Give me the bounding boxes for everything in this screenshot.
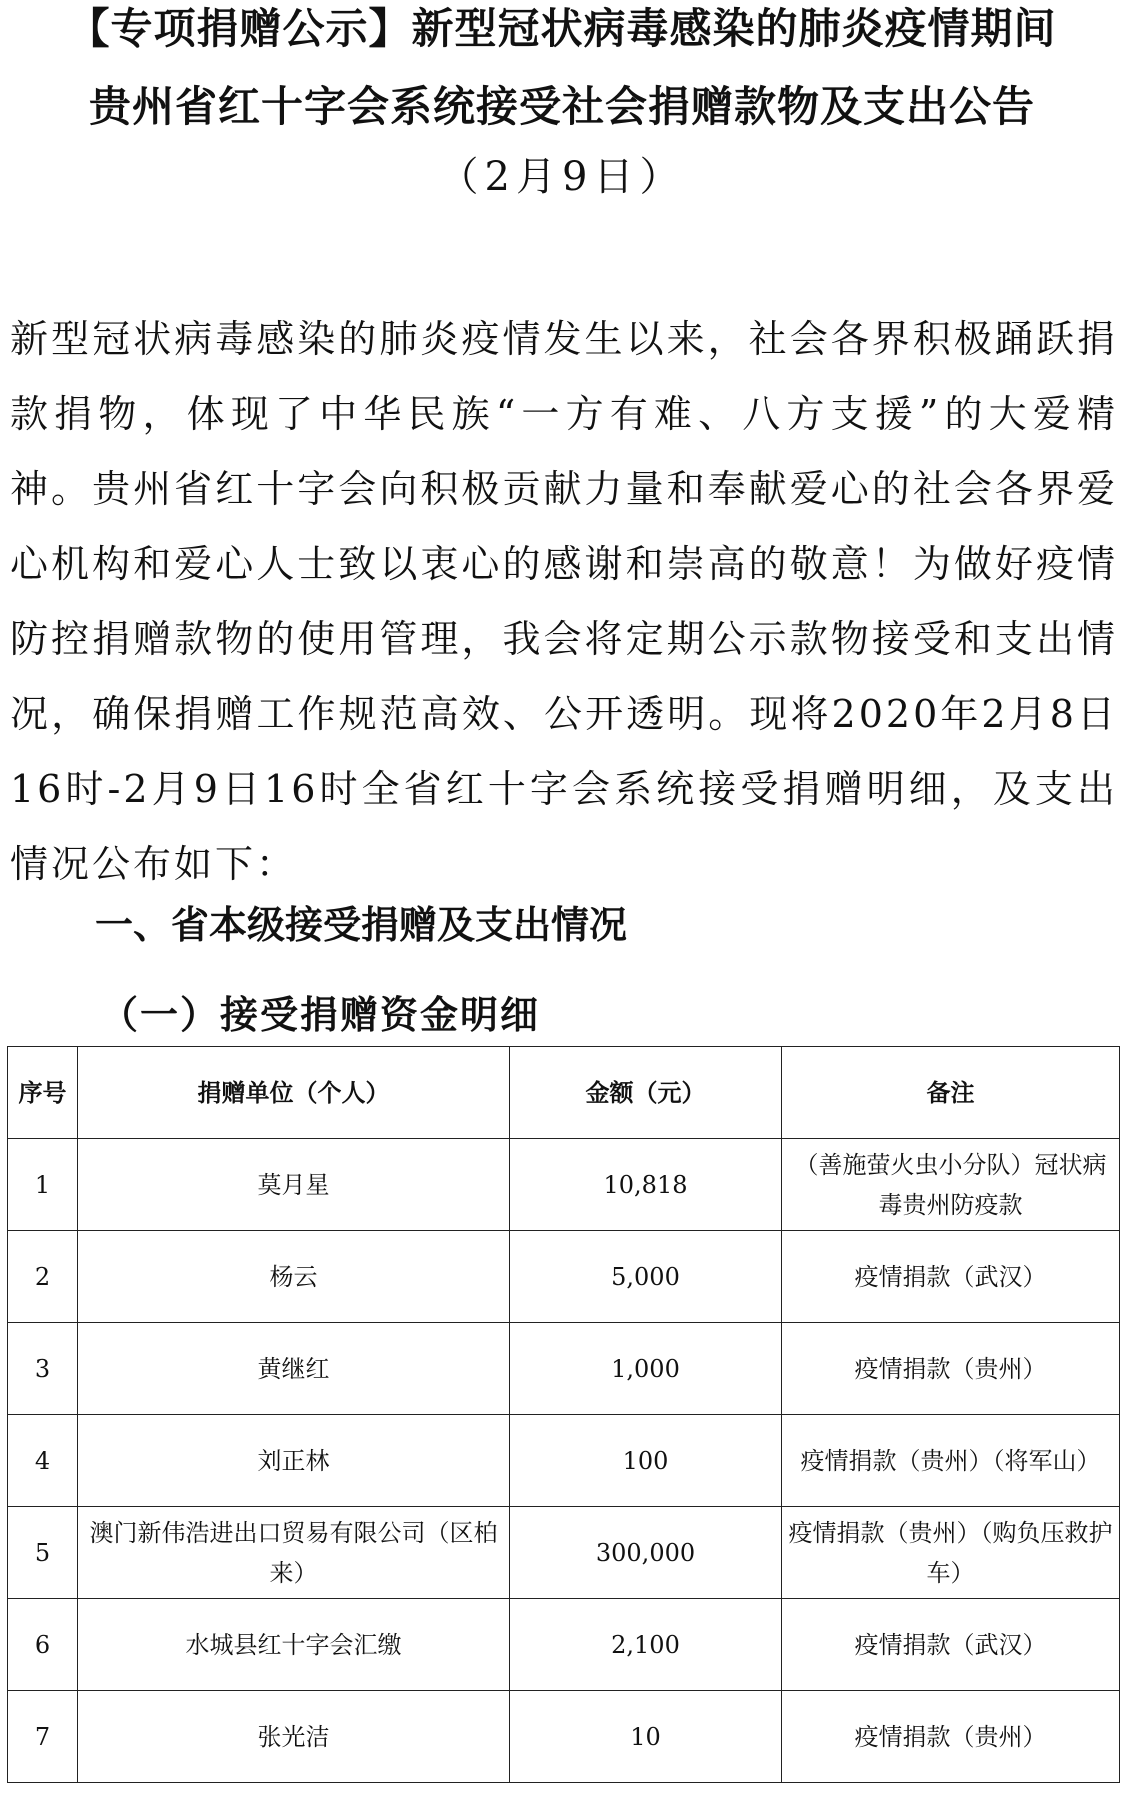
- table-row: [8, 1415, 1120, 1507]
- page-title-line-2: 贵州省红十字会系统接受社会捐赠款物及支出公告: [88, 82, 1035, 131]
- cell-note: 疫情捐款（贵州）（将军山）: [782, 1415, 1120, 1507]
- cell-amount: 1,000: [510, 1323, 782, 1415]
- cell-amount: 100: [510, 1415, 782, 1507]
- cell-no: 3: [8, 1323, 78, 1415]
- header-no: 序号: [8, 1047, 78, 1139]
- cell-donor: 刘正林: [78, 1415, 510, 1507]
- cell-amount: 5,000: [510, 1231, 782, 1323]
- cell-no: 6: [8, 1599, 78, 1691]
- cell-note: 疫情捐款（贵州）: [782, 1323, 1120, 1415]
- table-row: [8, 1323, 1120, 1415]
- cell-note: 疫情捐款（武汉）: [782, 1599, 1120, 1691]
- subsection-heading: （一）接受捐赠资金明细: [100, 992, 541, 1037]
- donation-table: [7, 1046, 1120, 1783]
- table-row: [8, 1691, 1120, 1783]
- cell-donor: 张光洁: [78, 1691, 510, 1783]
- cell-note: 疫情捐款（贵州）: [782, 1691, 1120, 1783]
- cell-note: 疫情捐款（贵州）（购负压救护车）: [782, 1507, 1120, 1599]
- table-row: [8, 1139, 1120, 1231]
- table-row: [8, 1599, 1120, 1691]
- cell-no: 4: [8, 1415, 78, 1507]
- cell-amount: 300,000: [510, 1507, 782, 1599]
- cell-no: 7: [8, 1691, 78, 1783]
- header-note: 备注: [782, 1047, 1120, 1139]
- intro-paragraph: 新型冠状病毒感染的肺炎疫情发生以来，社会各界积极踊跃捐款捐物，体现了中华民族“一方有难、八方支援”的大爱精神。贵州省红十字会向积极贡献力量和奉献爱心的社会各界爱心机构和爱心人士致以衷心的感谢和崇高的敬意！为做好疫情防控捐赠款物的使用管理，我会将定期公示款物接受和支出情况，确保捐赠工作规范高效、公开透明。现将2020年2月8日16时-2月9日16时全省红十字会系统接受捐赠明细，及支出情况公布如下：: [10, 317, 1118, 886]
- cell-no: 2: [8, 1231, 78, 1323]
- cell-note: （善施萤火虫小分队）冠状病毒贵州防疫款: [782, 1139, 1120, 1231]
- cell-donor: 水城县红十字会汇缴: [78, 1599, 510, 1691]
- cell-donor: 黄继红: [78, 1323, 510, 1415]
- header-donor: 捐赠单位（个人）: [78, 1047, 510, 1139]
- cell-amount: 2,100: [510, 1599, 782, 1691]
- cell-amount: 10: [510, 1691, 782, 1783]
- announcement-date: （2月9日）: [438, 154, 686, 200]
- cell-note: 疫情捐款（武汉）: [782, 1231, 1120, 1323]
- cell-no: 1: [8, 1139, 78, 1231]
- cell-donor: 杨云: [78, 1231, 510, 1323]
- cell-donor: 澳门新伟浩进出口贸易有限公司（区柏来）: [78, 1507, 510, 1599]
- page-title-line-1: 【专项捐赠公示】新型冠状病毒感染的肺炎疫情期间: [67, 4, 1057, 53]
- table-row: [8, 1231, 1120, 1323]
- table-row: [8, 1507, 1120, 1599]
- cell-no: 5: [8, 1507, 78, 1599]
- cell-amount: 10,818: [510, 1139, 782, 1231]
- cell-donor: 莫月星: [78, 1139, 510, 1231]
- section-heading: 一、省本级接受捐赠及支出情况: [95, 903, 628, 947]
- table-header-row: [8, 1047, 1120, 1139]
- header-amount: 金额（元）: [510, 1047, 782, 1139]
